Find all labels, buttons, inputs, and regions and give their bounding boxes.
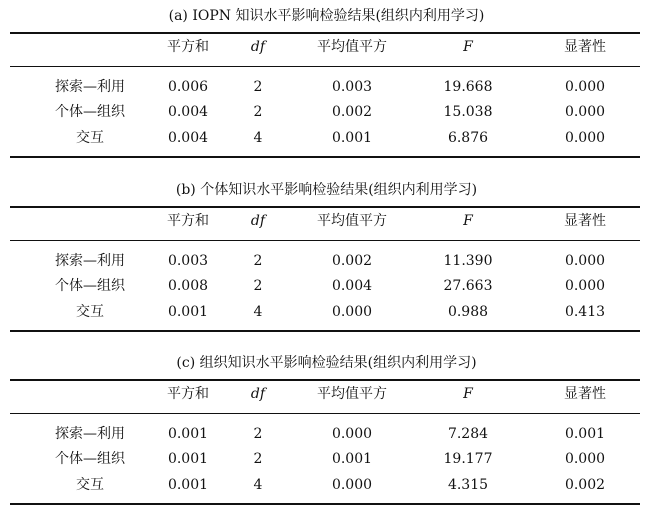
column-header-df: df [250, 39, 266, 55]
cell-row-label: 交互 [76, 130, 104, 146]
column-header-f-value: F [463, 39, 473, 55]
cell-significance: 0.000 [564, 451, 606, 467]
column-header-sum-of-squares: 平方和 [167, 386, 209, 402]
top-rule [10, 206, 640, 208]
cell-f-value: 4.315 [447, 477, 489, 493]
cell-row-label: 交互 [76, 304, 104, 320]
cell-sum-of-squares: 0.008 [167, 278, 209, 294]
cell-row-label: 个体—组织 [55, 451, 125, 467]
cell-row-label: 探索—利用 [55, 253, 125, 269]
table-caption: (c) 组织知识水平影响检验结果(组织内利用学习) [176, 355, 477, 371]
cell-f-value: 11.390 [443, 253, 493, 269]
cell-significance: 0.000 [564, 278, 606, 294]
cell-df: 2 [253, 451, 263, 467]
column-header-df: df [250, 386, 266, 402]
cell-sum-of-squares: 0.001 [167, 426, 209, 442]
cell-row-label: 个体—组织 [55, 278, 125, 294]
cell-f-value: 19.668 [443, 79, 493, 95]
column-header-significance: 显著性 [564, 39, 606, 55]
cell-significance: 0.000 [564, 253, 606, 269]
bottom-rule [10, 503, 640, 505]
cell-f-value: 6.876 [447, 130, 489, 146]
cell-row-label: 探索—利用 [55, 79, 125, 95]
header-rule [10, 240, 640, 241]
cell-mean-square: 0.000 [331, 304, 373, 320]
cell-mean-square: 0.004 [331, 278, 373, 294]
table-caption: (b) 个体知识水平影响检验结果(组织内利用学习) [175, 182, 478, 198]
column-header-mean-square: 平均值平方 [317, 39, 387, 55]
column-header-mean-square: 平均值平方 [317, 386, 387, 402]
cell-f-value: 15.038 [443, 104, 493, 120]
column-header-significance: 显著性 [564, 386, 606, 402]
top-rule [10, 32, 640, 34]
cell-row-label: 个体—组织 [55, 104, 125, 120]
cell-sum-of-squares: 0.003 [167, 253, 209, 269]
header-rule [10, 413, 640, 414]
cell-significance: 0.002 [564, 477, 606, 493]
column-header-f-value: F [463, 213, 473, 229]
cell-significance: 0.000 [564, 79, 606, 95]
cell-mean-square: 0.002 [331, 104, 373, 120]
cell-mean-square: 0.000 [331, 477, 373, 493]
top-rule [10, 379, 640, 381]
table-caption: (a) IOPN 知识水平影响检验结果(组织内利用学习) [168, 8, 485, 24]
cell-mean-square: 0.001 [331, 130, 373, 146]
cell-row-label: 交互 [76, 477, 104, 493]
column-header-mean-square: 平均值平方 [317, 213, 387, 229]
cell-significance: 0.001 [564, 426, 606, 442]
column-header-significance: 显著性 [564, 213, 606, 229]
cell-sum-of-squares: 0.001 [167, 451, 209, 467]
cell-mean-square: 0.001 [331, 451, 373, 467]
cell-df: 2 [253, 278, 263, 294]
column-header-df: df [250, 213, 266, 229]
header-rule [10, 66, 640, 67]
bottom-rule [10, 330, 640, 332]
cell-df: 4 [253, 477, 263, 493]
cell-sum-of-squares: 0.004 [167, 104, 209, 120]
cell-f-value: 0.988 [447, 304, 489, 320]
cell-df: 2 [253, 79, 263, 95]
cell-df: 4 [253, 130, 263, 146]
cell-df: 2 [253, 253, 263, 269]
cell-df: 2 [253, 426, 263, 442]
cell-significance: 0.000 [564, 104, 606, 120]
cell-row-label: 探索—利用 [55, 426, 125, 442]
cell-mean-square: 0.000 [331, 426, 373, 442]
cell-f-value: 27.663 [443, 278, 493, 294]
cell-f-value: 19.177 [443, 451, 493, 467]
column-header-f-value: F [463, 386, 473, 402]
cell-df: 4 [253, 304, 263, 320]
column-header-sum-of-squares: 平方和 [167, 39, 209, 55]
cell-significance: 0.000 [564, 130, 606, 146]
bottom-rule [10, 156, 640, 158]
cell-significance: 0.413 [564, 304, 606, 320]
cell-df: 2 [253, 104, 263, 120]
cell-mean-square: 0.003 [331, 79, 373, 95]
cell-sum-of-squares: 0.001 [167, 477, 209, 493]
cell-mean-square: 0.002 [331, 253, 373, 269]
cell-sum-of-squares: 0.004 [167, 130, 209, 146]
column-header-sum-of-squares: 平方和 [167, 213, 209, 229]
cell-sum-of-squares: 0.006 [167, 79, 209, 95]
cell-f-value: 7.284 [447, 426, 489, 442]
cell-sum-of-squares: 0.001 [167, 304, 209, 320]
